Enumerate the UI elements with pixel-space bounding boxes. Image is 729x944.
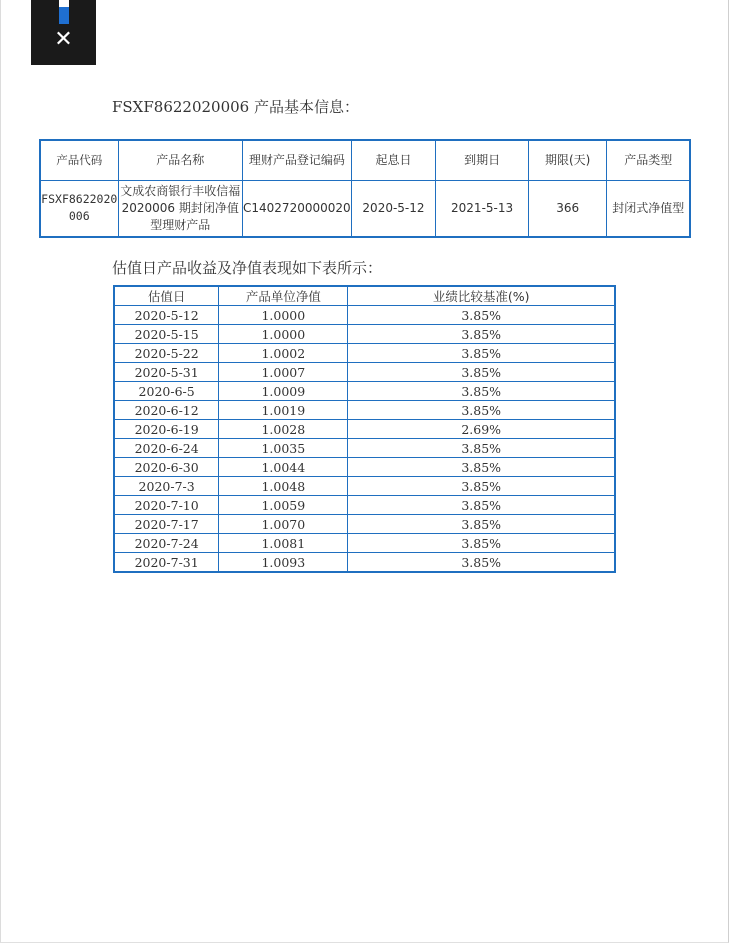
header-product-name: 产品名称 <box>118 140 243 180</box>
cell-term-days: 366 <box>528 180 607 237</box>
table-row <box>114 477 615 496</box>
cell-registration-code: C1402720000020 <box>243 180 352 237</box>
header-value-date: 起息日 <box>351 140 436 180</box>
table-row <box>114 363 615 382</box>
table-row <box>114 325 615 344</box>
cell-unit-nav: 1.0081 <box>219 534 348 553</box>
header-maturity-date: 到期日 <box>436 140 529 180</box>
cell-unit-nav: 1.0044 <box>219 458 348 477</box>
header-product-type: 产品类型 <box>607 140 690 180</box>
cell-benchmark: 3.85% <box>348 496 615 515</box>
cell-product-type: 封闭式净值型 <box>607 180 690 237</box>
nav-table-header-row <box>114 286 615 306</box>
header-registration-code: 理财产品登记编码 <box>243 140 352 180</box>
table-row <box>114 515 615 534</box>
cell-valuation-date: 2020-5-12 <box>114 306 219 325</box>
table-row <box>114 439 615 458</box>
cell-benchmark: 3.85% <box>348 363 615 382</box>
header-product-code: 产品代码 <box>40 140 118 180</box>
cell-benchmark: 3.85% <box>348 344 615 363</box>
cell-unit-nav: 1.0028 <box>219 420 348 439</box>
cell-benchmark: 3.85% <box>348 401 615 420</box>
cell-valuation-date: 2020-6-19 <box>114 420 219 439</box>
table-row <box>114 306 615 325</box>
cell-benchmark: 3.85% <box>348 553 615 573</box>
cell-benchmark: 3.85% <box>348 515 615 534</box>
cell-valuation-date: 2020-6-24 <box>114 439 219 458</box>
cell-valuation-date: 2020-6-12 <box>114 401 219 420</box>
table-row <box>114 401 615 420</box>
table-row <box>114 553 615 573</box>
table-row <box>114 534 615 553</box>
close-icon[interactable]: ✕ <box>54 27 73 52</box>
cell-valuation-date: 2020-5-15 <box>114 325 219 344</box>
table-row <box>114 496 615 515</box>
cell-product-code: FSXF8622020006 <box>40 180 118 237</box>
cell-product-name: 文成农商银行丰收信福 2020006 期封闭净值型理财产品 <box>118 180 243 237</box>
cell-unit-nav: 1.0019 <box>219 401 348 420</box>
cell-benchmark: 3.85% <box>348 306 615 325</box>
cell-valuation-date: 2020-6-30 <box>114 458 219 477</box>
cell-benchmark: 3.85% <box>348 458 615 477</box>
header-benchmark: 业绩比较基准(%) <box>348 286 615 306</box>
cell-valuation-date: 2020-6-5 <box>114 382 219 401</box>
cell-unit-nav: 1.0002 <box>219 344 348 363</box>
cell-benchmark: 3.85% <box>348 439 615 458</box>
cell-benchmark: 2.69% <box>348 420 615 439</box>
cell-unit-nav: 1.0000 <box>219 325 348 344</box>
cell-unit-nav: 1.0009 <box>219 382 348 401</box>
cell-maturity-date: 2021-5-13 <box>436 180 529 237</box>
loading-progress-bar <box>59 0 69 24</box>
viewer-close-button[interactable] <box>31 0 96 65</box>
table-row <box>114 382 615 401</box>
info-table-header-row <box>40 140 690 180</box>
table-row <box>114 420 615 439</box>
nav-performance-table <box>113 285 616 573</box>
loading-progress-fill <box>59 7 69 24</box>
cell-benchmark: 3.85% <box>348 382 615 401</box>
header-term-days: 期限(天) <box>528 140 607 180</box>
table-row <box>114 344 615 363</box>
table-row <box>114 458 615 477</box>
cell-unit-nav: 1.0007 <box>219 363 348 382</box>
cell-valuation-date: 2020-7-10 <box>114 496 219 515</box>
cell-valuation-date: 2020-7-24 <box>114 534 219 553</box>
header-valuation-date: 估值日 <box>114 286 219 306</box>
product-info-heading: FSXF8622020006 产品基本信息： <box>112 98 359 116</box>
cell-unit-nav: 1.0059 <box>219 496 348 515</box>
cell-benchmark: 3.85% <box>348 534 615 553</box>
cell-unit-nav: 1.0070 <box>219 515 348 534</box>
cell-unit-nav: 1.0000 <box>219 306 348 325</box>
nav-performance-heading: 估值日产品收益及净值表现如下表所示： <box>112 259 383 277</box>
cell-benchmark: 3.85% <box>348 477 615 496</box>
product-info-table <box>39 139 691 238</box>
cell-valuation-date: 2020-7-17 <box>114 515 219 534</box>
header-unit-nav: 产品单位净值 <box>219 286 348 306</box>
cell-valuation-date: 2020-5-31 <box>114 363 219 382</box>
cell-benchmark: 3.85% <box>348 325 615 344</box>
cell-unit-nav: 1.0035 <box>219 439 348 458</box>
info-table-row <box>40 180 690 237</box>
cell-valuation-date: 2020-5-22 <box>114 344 219 363</box>
cell-unit-nav: 1.0093 <box>219 553 348 573</box>
cell-unit-nav: 1.0048 <box>219 477 348 496</box>
cell-valuation-date: 2020-7-3 <box>114 477 219 496</box>
cell-value-date: 2020-5-12 <box>351 180 436 237</box>
cell-valuation-date: 2020-7-31 <box>114 553 219 573</box>
